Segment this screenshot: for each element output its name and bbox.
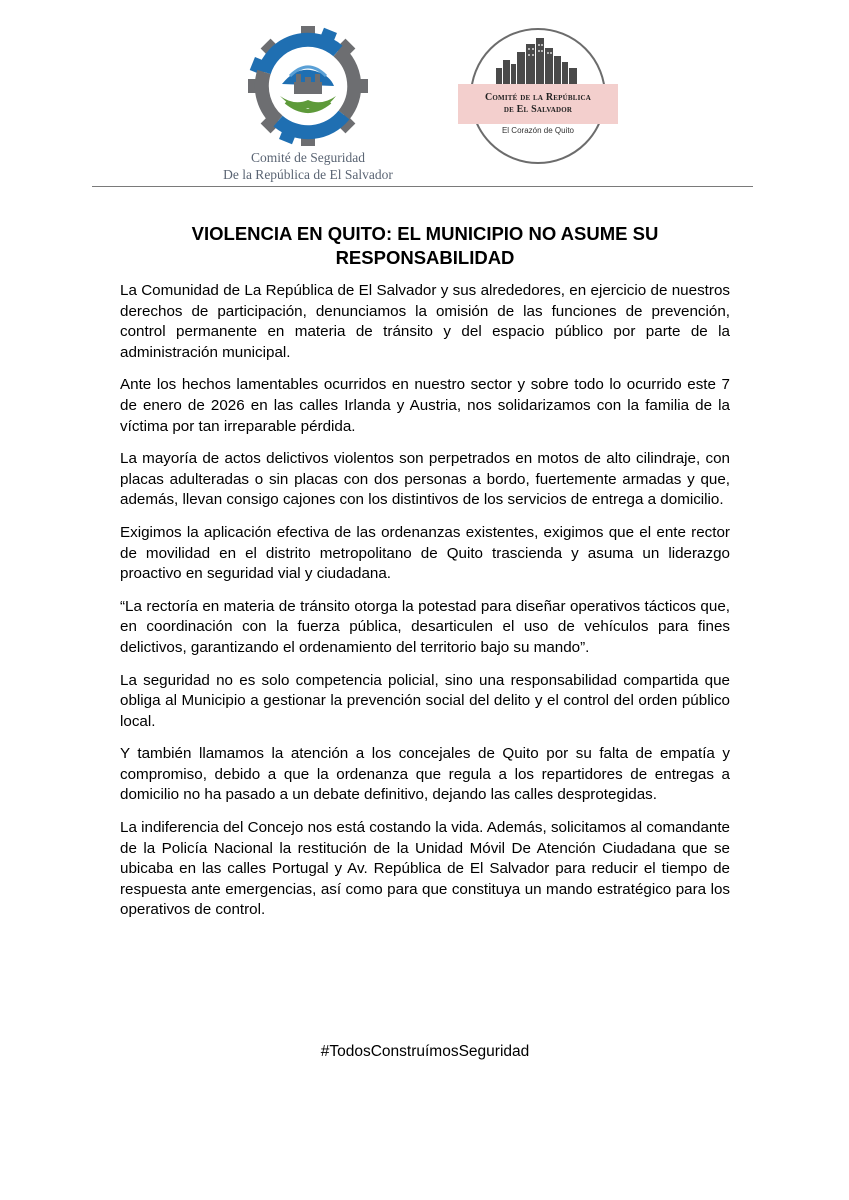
city-skyline-icon — [494, 34, 582, 86]
paragraph-4: Exigimos la aplicación efectiva de las ordenanzas existentes, exigimos que el ente rector de movilidad en el distrito metropolitano de Quito trascienda y asuma un liderazgo proactivo en seguridad vial y ciudadana. — [120, 523, 730, 583]
header-divider — [92, 186, 753, 187]
hashtag: #TodosConstruímosSeguridad — [320, 1043, 530, 1060]
document-title: VIOLENCIA EN QUITO: EL MUNICIPIO NO ASUME SU RESPONSABILIDAD — [191, 223, 659, 268]
right-logo-line1: Comité de la República — [484, 92, 592, 103]
right-logo-line2: de El Salvador — [503, 104, 573, 115]
left-logo-line2: De la República de El Salvador — [223, 167, 393, 182]
left-logo-line1: Comité de Seguridad — [251, 150, 365, 165]
paragraph-2: Ante los hechos lamentables ocurridos en nuestro sector y sobre todo lo ocurrido este 7 de enero de 2026 en las calles Irlanda y Austria, nos solidarizamos con la familia de la víctima por tan irreparable pérdida. — [120, 376, 730, 435]
right-logo-title — [458, 92, 618, 116]
committee-logo-right — [470, 28, 606, 164]
paragraph-6: La seguridad no es solo competencia policial, sino una responsabilidad compartida que obliga al Municipio a gestionar la prevención social del delito y el control del orden público local. — [120, 671, 730, 730]
paragraph-5: “La rectoría en materia de tránsito otorga la potestad para diseñar operativos tácticos que, en coordinación con la fuerza pública, desarticulen el uso de vehículos para fines delictivos, garantizando el ordenamiento del territorio bajo su mando”. — [120, 597, 730, 656]
right-logo-subtitle: El Corazón de Quito — [501, 126, 575, 135]
paragraph-3: La mayoría de actos delictivos violentos son perpetrados en motos de alto cilindraje, con placas adulteradas o sin placas con dos personas a bordo, fuertemente armadas y que, además, llevan consigo cajones con los distintivos de los servicios de entrega a domicilio. — [120, 450, 730, 509]
committee-logo-left — [218, 22, 398, 187]
gear-emblem-icon — [244, 24, 372, 149]
paragraph-8: La indiferencia del Concejo nos está costando la vida. Además, solicitamos al comandante de la Policía Nacional la restitución de la Unidad Móvil De Atención Ciudadana que se ubicaba en las calles Portugal y Av. República de El Salvador para reducir el tiempo de respuesta ante emergencias, así como para que constituya un mando estratégico para los operativos de control. — [120, 819, 730, 919]
paragraph-1: La Comunidad de La República de El Salvador y sus alrededores, en ejercicio de nuestros derechos de participación, denunciamos la omisión de las funciones de prevención, control permanente en materia de tránsito y del espacio público por parte de la administración municipal. — [120, 282, 730, 361]
document-body — [120, 281, 730, 933]
left-logo-caption — [218, 149, 398, 183]
paragraph-7: Y también llamamos la atención a los concejales de Quito por su falta de empatía y compromiso, debido a que la ordenanza que regula a los repartidores de entregas a domicilio no ha pasado a un debate definitivo, dejando las calles desprotegidas. — [120, 745, 730, 804]
